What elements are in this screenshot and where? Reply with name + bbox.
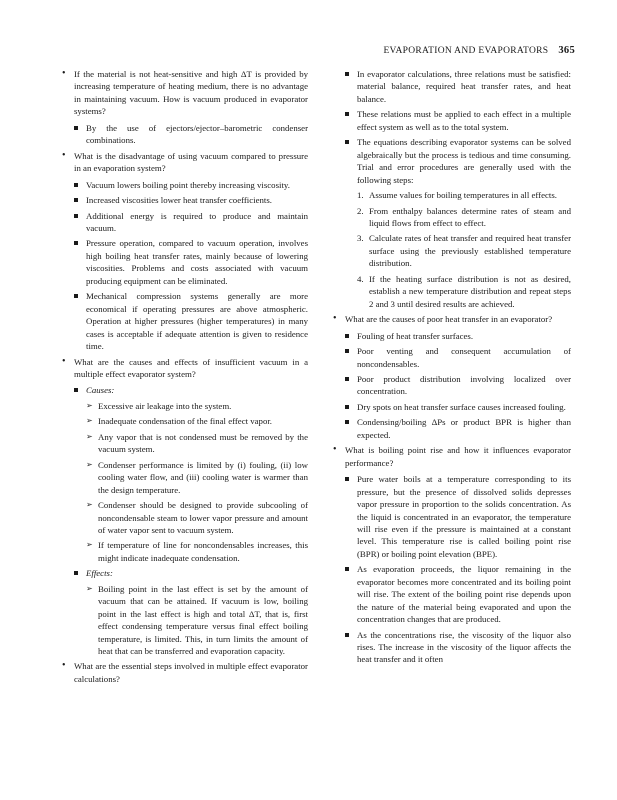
right-column xyxy=(333,68,571,669)
cause-item: ➢ Inadequate condensation of the final effect vapor. xyxy=(62,415,308,427)
left-column xyxy=(62,68,308,689)
answer-item: By the use of ejectors/ejector–barometric condenser combinations. xyxy=(62,122,308,147)
question: • What is boiling point rise and how it influences evaporator performance? xyxy=(333,444,571,469)
answer-item: Increased viscosities lower heat transfer coefficients. xyxy=(62,194,308,206)
causes-heading: Causes: xyxy=(86,385,115,396)
cause-item: ➢ Condenser should be designed to provide subcooling of noncondensable steam to lower vapor pressure and amount of water vapor sent to vacuum system. xyxy=(62,499,308,536)
running-header xyxy=(383,45,575,56)
step-item xyxy=(333,205,571,230)
question: • What are the causes and effects of insufficient vacuum in a multiple effect evaporator system? xyxy=(62,356,308,381)
step-number: 2. xyxy=(357,205,364,216)
effects-label xyxy=(62,567,308,579)
step-number: 3. xyxy=(357,233,364,244)
answer-item: As the concentrations rise, the viscosity of the liquor also rises. The increase in the viscosity of the liquor affects the heat transfer and it often xyxy=(333,629,571,666)
effects-heading: Effects: xyxy=(86,568,113,579)
page-number: 365 xyxy=(558,45,575,56)
cause-item: ➢ Excessive air leakage into the system. xyxy=(62,400,308,412)
answer-item: As evaporation proceeds, the liquor remaining in the evaporator becomes more concentrated and its boiling point will rise. The extent of the boiling point rise depends upon the nature of the material being evaporated and upon the concentration changes that are produced. xyxy=(333,563,571,625)
step-text: Assume values for boiling temperatures in all effects. xyxy=(369,190,557,201)
answer-item: The equations describing evaporator systems can be solved algebraically but the process is tedious and time consuming. Trial and error procedures are generally used with the following steps: xyxy=(333,136,571,186)
step-number: 4. xyxy=(357,273,364,284)
step-item xyxy=(333,189,571,201)
answer-item: These relations must be applied to each effect in a multiple effect system as well as to the total system. xyxy=(333,108,571,133)
header-title: EVAPORATION AND EVAPORATORS xyxy=(383,46,549,56)
step-item xyxy=(333,232,571,269)
answer-item: Vacuum lowers boiling point thereby increasing viscosity. xyxy=(62,179,308,191)
answer-item: Condensing/boiling ΔPs or product BPR is higher than expected. xyxy=(333,416,571,441)
causes-label xyxy=(62,384,308,396)
answer-item: Pure water boils at a temperature corresponding to its pressure, but the presence of dissolved solids depresses vapor pressure in proportion to the solids concentration. As the liquid is concentrated in an evaporator, the temperature will rise even if the pressure is maintained at a constant level. This temperature rise is called boiling point rise (BPR) or boiling point elevation (BPE). xyxy=(333,473,571,560)
answer-item: Poor product distribution involving localized over concentration. xyxy=(333,373,571,398)
step-item xyxy=(333,273,571,310)
cause-item: ➢ Any vapor that is not condensed must be removed by the vacuum system. xyxy=(62,431,308,456)
question: • What are the causes of poor heat transfer in an evaporator? xyxy=(333,313,571,325)
cause-item: ➢ If temperature of line for noncondensables increases, this might indicate inadequate condensation. xyxy=(62,539,308,564)
answer-item: Pressure operation, compared to vacuum operation, involves high boiling heat transfer rates, mainly because of lowering viscosities. Problems and costs associated with vacuum producing equipment can be eliminated. xyxy=(62,237,308,287)
step-text: From enthalpy balances determine rates of steam and liquid flows from effect to effect. xyxy=(369,205,571,228)
step-text: Calculate rates of heat transfer and required heat transfer surface using the previously established temperature distribution. xyxy=(369,233,571,269)
question: • What is the disadvantage of using vacuum compared to pressure in an evaporation system? xyxy=(62,150,308,175)
answer-item: Dry spots on heat transfer surface causes increased fouling. xyxy=(333,401,571,413)
question: • What are the essential steps involved in multiple effect evaporator calculations? xyxy=(62,660,308,685)
question: • If the material is not heat-sensitive and high ΔT is provided by increasing temperature of heating medium, there is no advantage in maintaining vacuum. How is vacuum produced in evaporator systems? xyxy=(62,68,308,118)
answer-item: Fouling of heat transfer surfaces. xyxy=(333,330,571,342)
step-text: If the heating surface distribution is not as desired, establish a new temperature distribution and repeat steps 2 and 3 until desired results are achieved. xyxy=(369,273,571,309)
answer-item: Additional energy is required to produce and maintain vacuum. xyxy=(62,210,308,235)
step-number: 1. xyxy=(357,190,364,201)
answer-item: Mechanical compression systems generally are more economical if operating pressures are above atmospheric. Operation at higher pressures (higher temperatures) in many cases is acceptable if adequate attention is given to residence time. xyxy=(62,290,308,352)
answer-item: Poor venting and consequent accumulation of noncondensables. xyxy=(333,345,571,370)
effect-item: ➢ Boiling point in the last effect is set by the amount of vacuum that can be attained. If vacuum is low, boiling point in the last effect is high and total ΔT, that is, first effect condensing temperature versus final effect boiling temperature, is limited. This, in turn limits the amount of heat that can be transferred and evaporation capacity. xyxy=(62,583,308,658)
answer-item: In evaporator calculations, three relations must be satisfied: material balance, required heat transfer rates, and heat balance. xyxy=(333,68,571,105)
cause-item: ➢ Condenser performance is limited by (i) fouling, (ii) low cooling water flow, and (iii) cooling water is warmer than the design temperature. xyxy=(62,459,308,496)
